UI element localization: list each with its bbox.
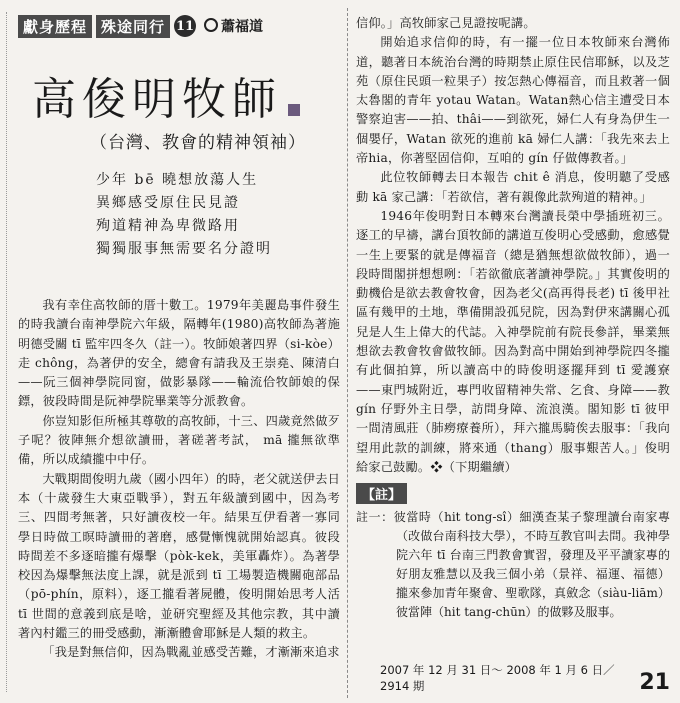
author-name <box>204 16 263 36</box>
poem-line: 少年 bē 曉想放蕩人生 <box>96 172 259 188</box>
article-title: 高俊明牧師 <box>32 74 282 125</box>
section-tag-2: 殊途同行 <box>96 15 170 38</box>
photo-stamp-icon <box>288 104 300 116</box>
issue-number-badge: 11 <box>174 15 196 37</box>
article-subtitle: （台灣、教會的精神領袖） <box>90 133 306 153</box>
left-border <box>6 12 7 692</box>
paragraph: 你豈知影佢所極其尊敬的高牧師，十三、四歲竟然做歹子呢？彼陣無介想欲讀冊，著磋著考試， mā 攏無欲準備，所以成績攏中中仔。 <box>18 413 340 467</box>
page-footer <box>380 662 670 694</box>
poem-line: 殉道精神為卑微路用 <box>96 218 240 234</box>
poem <box>96 169 340 261</box>
poem-line: 獨獨服事無需要名分證明 <box>96 241 272 257</box>
paragraph: 開始追求信仰的時，有一擺一位日本牧師來台灣佈道，聽著日本統治台灣的時期禁止原住民信耶穌，以及芝苑（原住民頭一粒果子）按怎熱心傳福音，而且救著一個太魯閣的青年 yotau Watan。Watan熱心信主遭受日本警察迫害——拍、thâi——到欲死，婦仁人有身為伊生一個嬰仔，Watan 欲死的進前 kā 婦仁人講：「我先來去上帝hia，你著堅固信仰，互咱的 gín 仔做傳教者。」 <box>356 35 670 166</box>
right-body-text <box>356 14 670 477</box>
paragraph: 我有幸住高牧師的厝十數工。1979年美麗島事件發生的時我讀台南神學院六年級，隔轉年(1980)高牧師為著施明德受關 tī 監牢四冬久（註一）。牧師娘著四界（si-kòe）走 chông，為著伊的安全，總會有請我及王崇堯、陳清白——阮三個神學院同窗，做影暴隊——輪流佮牧師娘的保鏢，彼段時間是阮神學院畢業等分派教會。 <box>18 298 340 409</box>
issue-date: 2007 年 12 月 31 日～ 2008 年 1 月 6 日／2914 期 <box>380 663 615 693</box>
note-heading: 【註】 <box>356 483 407 504</box>
paragraph: 此位牧師轉去日本報告 chit ê 消息，俊明聽了受感動 kā 家己講：「若欲信，著有親像此款殉道的精神。」 <box>356 170 670 204</box>
paragraph: 「我是對無信仰，因為戰亂並感受苦難，才漸漸來追求 <box>42 645 340 660</box>
author-label: 蕭福道 <box>221 19 264 35</box>
left-body-text <box>18 296 340 663</box>
bullseye-icon <box>204 18 218 32</box>
paragraph: 信仰。」高牧師家己見證按呢講。 <box>356 16 536 30</box>
paragraph: 大戰期間俊明九歲（國小四年）的時，老父就送伊去日本（十歲發生大東亞戰爭），對五年級讀到國中，因為考三、四間考無著，只好讀夜校一年。結果互伊看著一寡同學日時做工暝時讀冊的著磨，感覺慚愧就開始認真。彼段時間差不多逐暗攏有爆擊（pòk-kek，美軍轟炸）。為著學校因為爆擊無法度上課，就是派到 tī 工場製造機關砲部品（pō-phín，原料），逐工攏看著屍體，俊明開始思考人活 tī 世間的意義到底是啥，並研究聖經及其他宗教，其中讀著內村鑑三的冊受感動，漸漸體會耶穌是人類的救主。 <box>18 471 340 641</box>
paragraph: 1946年俊明對日本轉來台灣讀長榮中學插班初三。逐工的早禱，講台頂牧師的講道互俊明心受感動，愈感覺一生上要緊的就是傳福音（總是猶無想欲做牧師），過一段時間閣拼想想咧：「若欲徹底著讀神學院。」其實俊明的動機佮是欲去教會牧會，因為老父(高再得長老) tī 後甲社區有幾甲的土地，準備開設孤兒院，因為對伊來講關心孤兒是人生上偉大的代誌。入神學院前有院長參詳，畢業無想欲去教會牧會做牧師。因為對高中開始到神學院四冬攏有此個拍算，所以讀高中的時俊明逐擺拜到 tī 愛護寮——東門城附近，專門收留精神失常、乞食、身障——教 gín 仔野外主日學，訪問身障、流浪漢。閣知影 tī 彼甲一間清風莊（肺癆療養所），拜六攏馬騎俟去服事：「我向望用此款的訓練，將來通（thang）服事艱苦人。」俊明給家己鼓勵。❖（下期繼續） <box>356 208 670 474</box>
right-column <box>356 14 670 694</box>
page-number: 21 <box>639 670 670 695</box>
left-column <box>18 14 340 694</box>
footnote: 註一：彼當時（hit tong-sî）細漢查某子黎理讀台南家專（改做台南科技大學），不時互教官叫去問。我神學院六年 tī 台南三門教會實習，發理及平平讀家專的好朋友雅慧以及我三個小弟（景祥、福運、福德）攏來參加青年聚會、聖歌隊，真斂念（siàu-liām）彼當陣（hit tang-chūn）的做夥及服事。 <box>356 510 670 620</box>
section-tag-1: 獻身歷程 <box>18 15 92 38</box>
section-header <box>18 14 340 38</box>
title-block <box>18 74 340 125</box>
poem-line: 異鄉感受原住民見證 <box>96 195 240 211</box>
column-divider <box>347 8 348 698</box>
